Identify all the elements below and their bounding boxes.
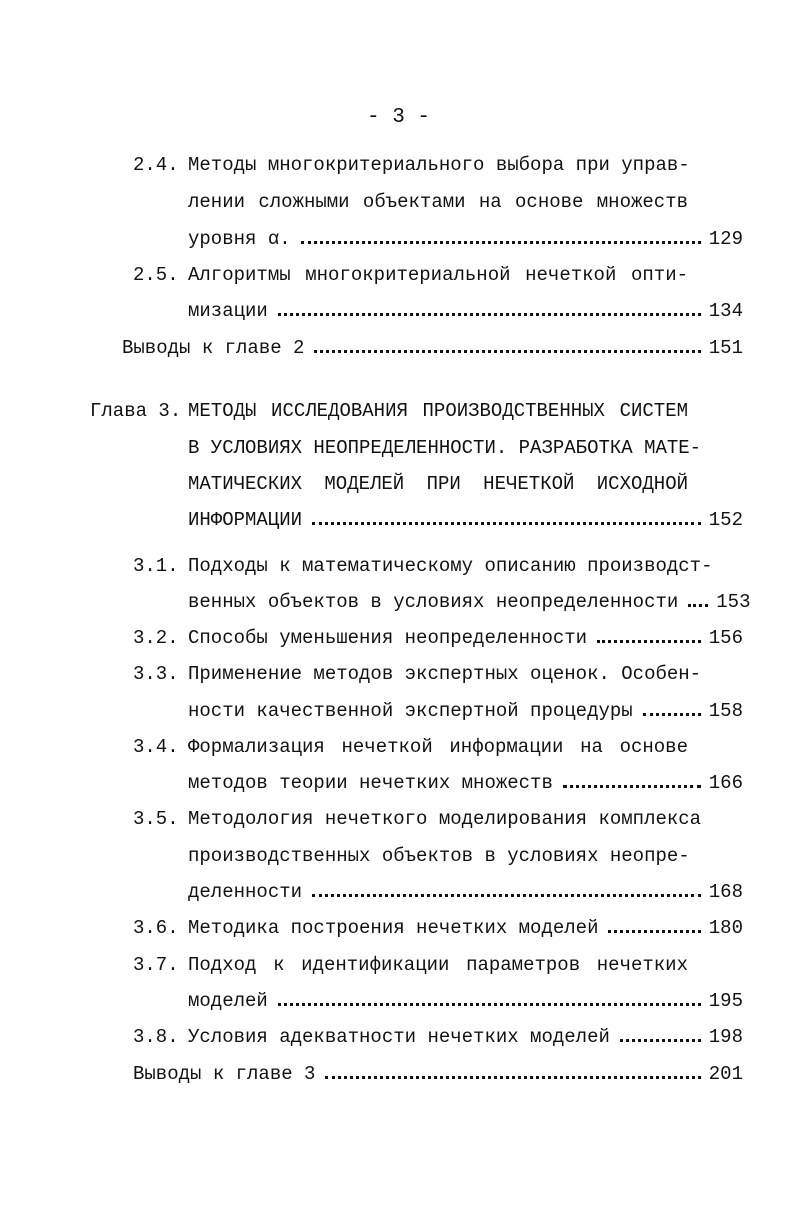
section-2-5-line-2: мизации [188, 300, 268, 322]
page-ref-conclusions-3: 201 [708, 1063, 743, 1085]
section-3-1-line-1: Подходы к математическому описанию производст- [188, 555, 713, 577]
section-3-5-line-2: производственных объектов в условиях неопре- [188, 845, 690, 867]
toc-entry-conclusions-3[interactable] [133, 1062, 743, 1086]
section-number-3-2: 3.2. [133, 627, 179, 649]
toc-entry-3-3[interactable] [188, 699, 743, 723]
page-ref-2-5: 134 [708, 300, 743, 322]
dot-leader [278, 1003, 701, 1006]
dot-leader [643, 713, 701, 716]
section-3-4-line-1: Формализация нечеткой информации на основе [188, 736, 688, 758]
chapter-3-line-1: МЕТОДЫ ИССЛЕДОВАНИЯ ПРОИЗВОДСТВЕННЫХ СИСТЕМ [188, 400, 688, 422]
toc-entry-3-1[interactable] [188, 590, 751, 614]
section-number-3-1: 3.1. [133, 555, 179, 577]
page-ref-conclusions-2: 151 [708, 337, 743, 359]
toc-entry-3-2[interactable] [188, 626, 743, 650]
toc-entry-3-4[interactable] [188, 771, 743, 795]
dot-leader [312, 894, 701, 897]
section-3-4-line-2: методов теории нечетких множеств [188, 772, 553, 794]
chapter-3-line-3: МАТИЧЕСКИХ МОДЕЛЕЙ ПРИ НЕЧЕТКОЙ ИСХОДНОЙ [188, 473, 688, 495]
dot-leader [688, 604, 708, 607]
section-number-3-4: 3.4. [133, 736, 179, 758]
section-3-2-line-1: Способы уменьшения неопределенности [188, 627, 588, 649]
section-2-4-line-2: лении сложными объектами на основе множеств [188, 191, 688, 213]
page-ref-2-4: 129 [708, 228, 743, 250]
page-ref-3-4: 166 [708, 772, 743, 794]
dot-leader [314, 350, 700, 353]
toc-entry-3-5[interactable] [188, 880, 743, 904]
chapter-3-line-2: В УСЛОВИЯХ НЕОПРЕДЕЛЕННОСТИ. РАЗРАБОТКА МАТЕ- [188, 437, 702, 459]
section-3-5-line-3: деленности [188, 881, 303, 903]
section-2-4-line-3: уровня α. [188, 228, 291, 250]
dot-leader [278, 313, 701, 316]
page-ref-chapter-3: 152 [708, 509, 743, 531]
page-ref-3-6: 180 [708, 917, 743, 939]
section-3-1-line-2: венных объектов в условиях неопределенности [188, 591, 679, 613]
page-ref-3-1: 153 [716, 591, 751, 613]
dot-leader [325, 1076, 700, 1079]
toc-entry-2-4[interactable] [188, 227, 743, 251]
dot-leader [301, 241, 701, 244]
section-3-5-line-1: Методология нечеткого моделирования комплекса [188, 808, 702, 830]
section-3-7-line-1: Подход к идентификации параметров нечетких [188, 954, 688, 976]
conclusions-3-label: Выводы к главе 3 [133, 1063, 316, 1085]
section-number-3-5: 3.5. [133, 808, 179, 830]
section-number-3-8: 3.8. [133, 1026, 179, 1048]
section-number-2-4: 2.4. [133, 154, 179, 176]
page-ref-3-3: 158 [708, 700, 743, 722]
chapter-3-number: Глава 3. [90, 400, 182, 422]
section-2-4-line-1: Методы многокритериального выбора при управ- [188, 154, 690, 176]
page-ref-3-5: 168 [708, 881, 743, 903]
section-3-7-line-2: моделей [188, 990, 268, 1012]
toc-entry-chapter-3[interactable] [188, 508, 743, 532]
toc-entry-3-6[interactable] [188, 916, 743, 940]
chapter-3-line-4: ИНФОРМАЦИИ [188, 509, 303, 531]
toc-entry-conclusions-2[interactable] [122, 336, 743, 360]
conclusions-2-label: Выводы к главе 2 [122, 337, 305, 359]
section-number-2-5: 2.5. [133, 264, 179, 286]
section-3-3-line-2: ности качественной экспертной процедуры [188, 700, 633, 722]
dot-leader [620, 1039, 701, 1042]
section-2-5-line-1: Алгоритмы многокритериальной нечеткой опти- [188, 264, 688, 286]
dot-leader [563, 785, 701, 788]
toc-entry-3-8[interactable] [188, 1025, 743, 1049]
section-number-3-7: 3.7. [133, 954, 179, 976]
dot-leader [608, 930, 700, 933]
page-ref-3-7: 195 [708, 990, 743, 1012]
section-number-3-6: 3.6. [133, 917, 179, 939]
section-3-6-line-1: Методика построения нечетких моделей [188, 917, 599, 939]
section-number-3-3: 3.3. [133, 663, 179, 685]
section-3-8-line-1: Условия адекватности нечетких моделей [188, 1026, 610, 1048]
dot-leader [312, 522, 701, 525]
page-ref-3-8: 198 [708, 1026, 743, 1048]
section-3-3-line-1: Применение методов экспертных оценок. Особен- [188, 663, 702, 685]
dot-leader [597, 640, 701, 643]
page-number: - 3 - [366, 106, 430, 129]
toc-entry-2-5[interactable] [188, 299, 743, 323]
toc-entry-3-7[interactable] [188, 989, 743, 1013]
page-ref-3-2: 156 [708, 627, 743, 649]
